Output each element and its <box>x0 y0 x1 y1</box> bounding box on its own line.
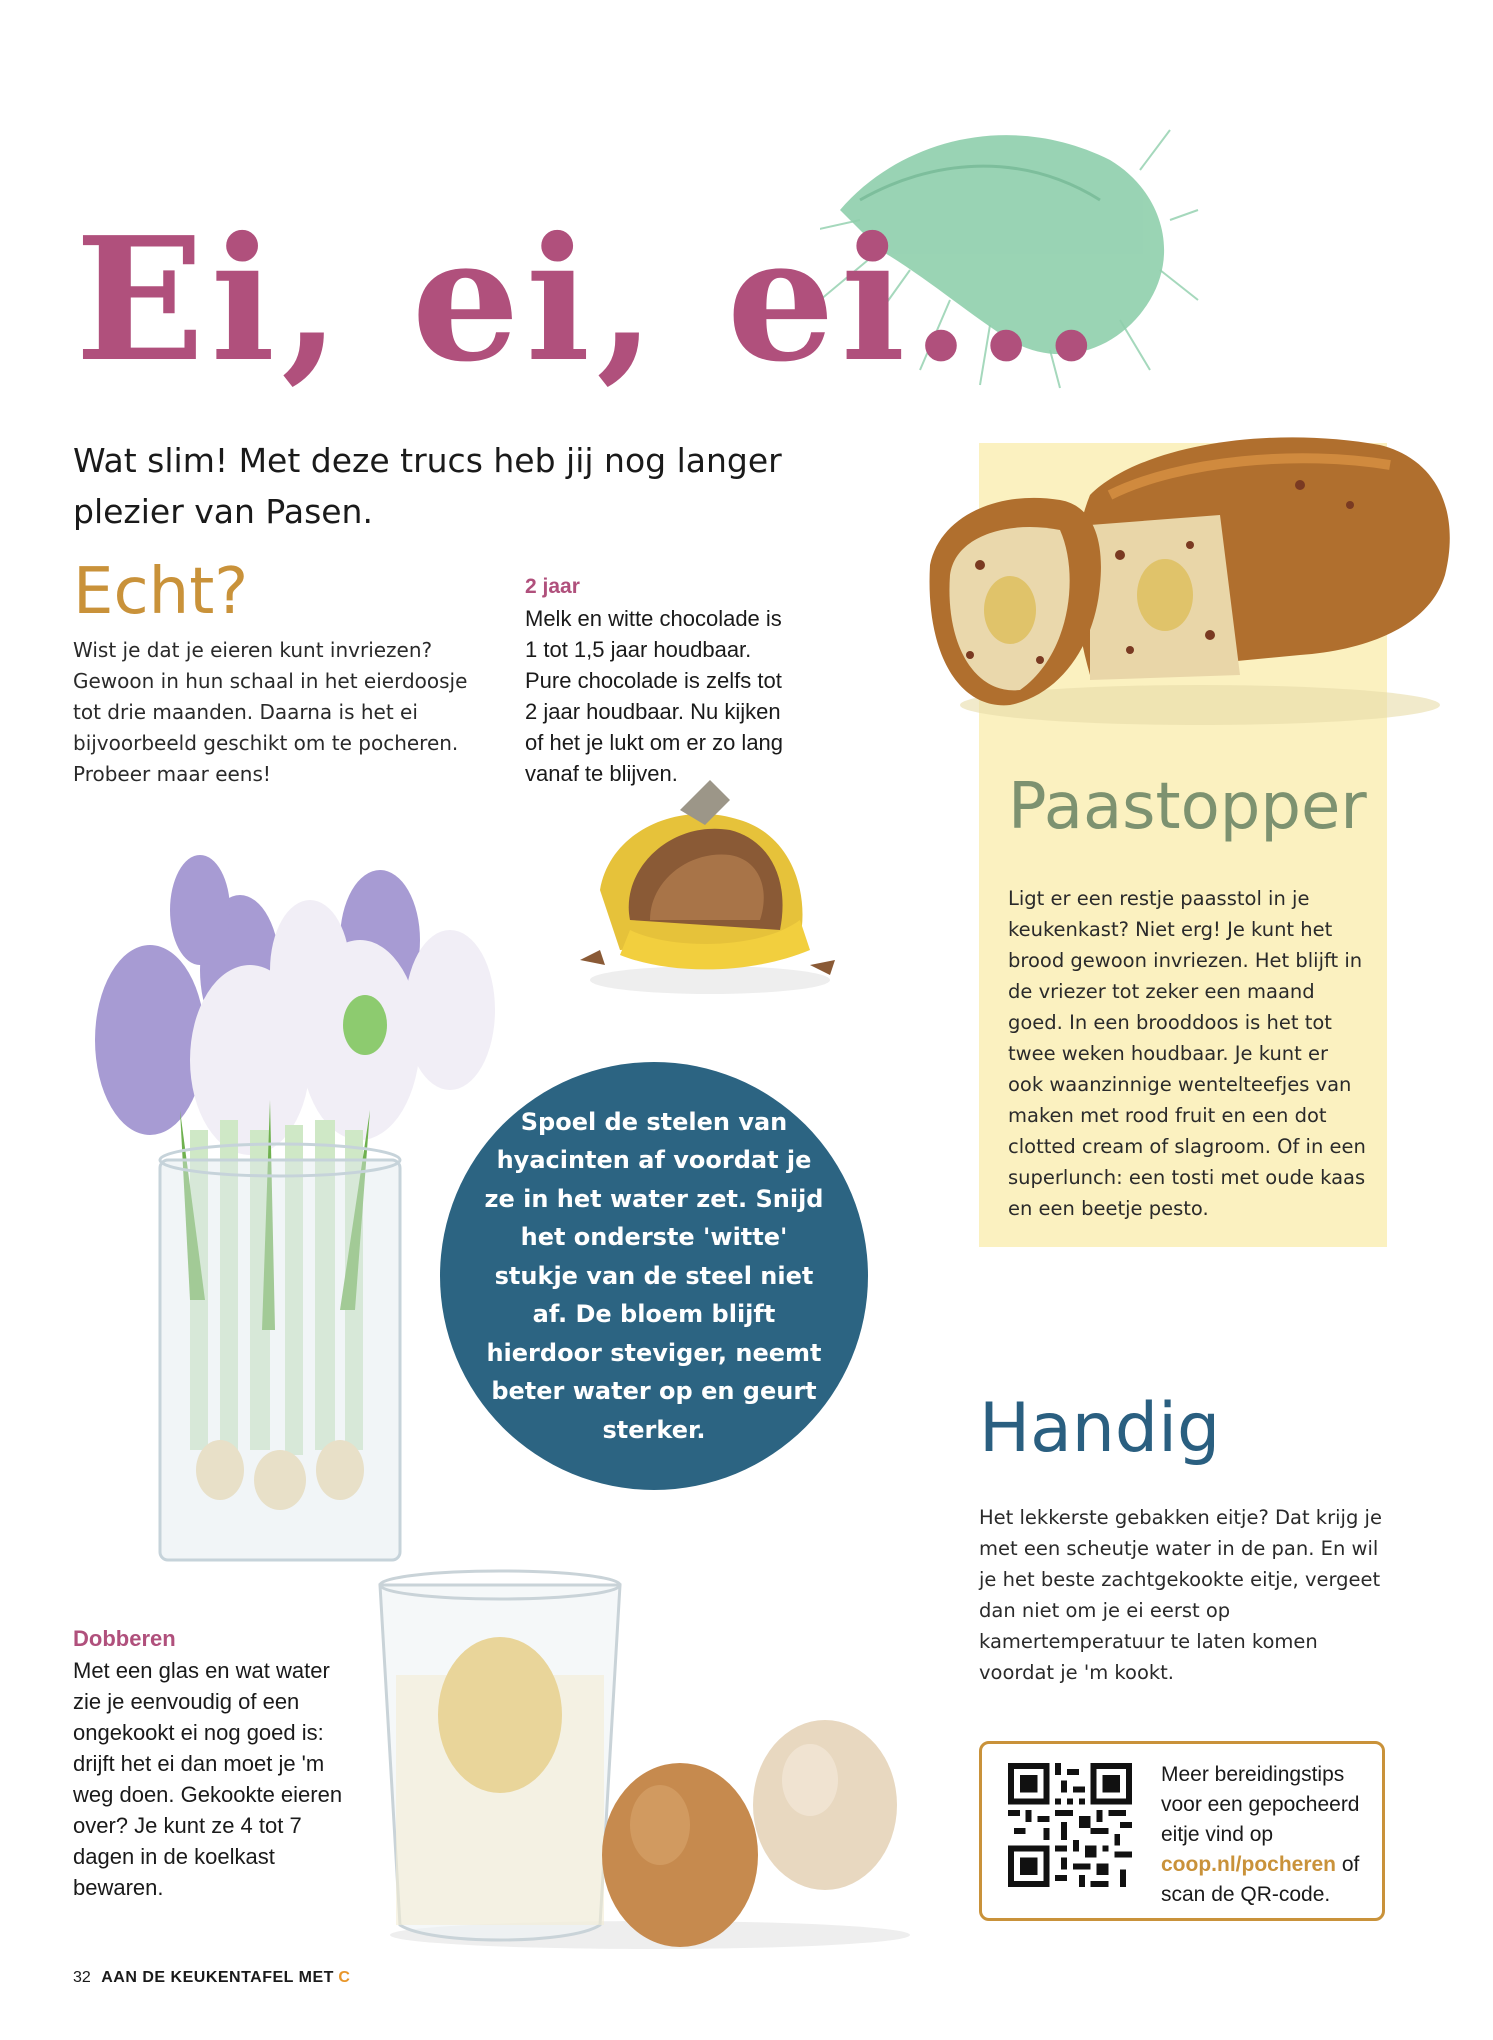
magazine-name: AAN DE KEUKENTAFEL MET <box>101 1969 334 1986</box>
paastopper-text: Ligt er een restje paasstol in je keukenkast? Niet erg! Je kunt het brood gewoon invriezen. Het blijft in de vriezer tot zeker een maand goed. In een brooddoos is het tot twee weken houdbaar. Je kunt er ook waanzinnige wentelteefjes van maken met rood fruit en een dot clotted cream of slagroom. Of in een superlunch: een tosti met oude kaas en een beetje pesto. <box>1008 887 1366 1220</box>
handig-heading: Handig <box>979 1389 1221 1468</box>
page-number: 32 <box>73 1969 91 1986</box>
echt-heading: Echt? <box>73 555 249 629</box>
dobberen-text: Met een glas en wat water zie je eenvoudig of een ongekookt ei nog goed is: drijft het ei dan moet je 'm weg doen. Gekookte eieren over? Je kunt ze 4 tot 7 dagen in de koelkast bewaren. <box>73 1658 343 1900</box>
hyacinth-tip-circle <box>440 1062 868 1490</box>
chocolate-egg-image <box>560 770 850 1010</box>
qr-text-before: Meer bereidingstips voor een gepocheerd eitje vind op <box>1161 1763 1360 1846</box>
qr-code[interactable] <box>1008 1763 1132 1887</box>
twee-jaar-text: Melk en witte chocolade is 1 tot 1,5 jaar houdbaar. Pure chocolade is zelfs tot 2 jaar houdbaar. Nu kijken of het je lukt om er zo lang vanaf te blijven. <box>525 606 784 786</box>
hyacinth-vase-image <box>40 850 520 1570</box>
qr-text-after: of scan de QR-code. <box>1161 1853 1360 1906</box>
echt-text: Wist je dat je eieren kunt invriezen? Gewoon in hun schaal in het eierdoosje tot drie maanden. Daarna is het ei bijvoorbeeld geschikt om te pocheren. Probeer maar eens! <box>73 638 468 786</box>
paasstol-bread-image <box>920 405 1460 735</box>
page-footer <box>73 1969 350 1987</box>
paastopper-heading: Paastopper <box>1008 770 1367 844</box>
pocheren-link[interactable]: coop.nl/pocheren <box>1161 1853 1337 1876</box>
handig-text: Het lekkerste gebakken eitje? Dat krijg je met een scheutje water in de pan. En wil je het beste zachtgekookte eitje, vergeet dan niet om je ei eerst op kamertemperatuur te laten komen voordat je 'm kookt. <box>979 1506 1382 1684</box>
twee-jaar-heading: 2 jaar <box>525 575 580 598</box>
brand-letter: C <box>338 1969 350 1986</box>
egg-in-glass-image <box>370 1565 930 1955</box>
intro-text: Wat slim! Met deze trucs heb jij nog langer plezier van Pasen. <box>73 441 782 531</box>
qr-text <box>1161 1760 1376 1910</box>
dobberen-heading: Dobberen <box>73 1626 176 1651</box>
page-title: Ei, ei, ei... <box>75 200 1107 400</box>
hyacinth-tip-text: Spoel de stelen van hyacinten af voordat je ze in het water zet. Snijd het onderste 'witte' stukje van de steel niet af. De bloem blijft hierdoor steviger, neemt beter water op en geurt sterker. <box>484 1107 824 1444</box>
